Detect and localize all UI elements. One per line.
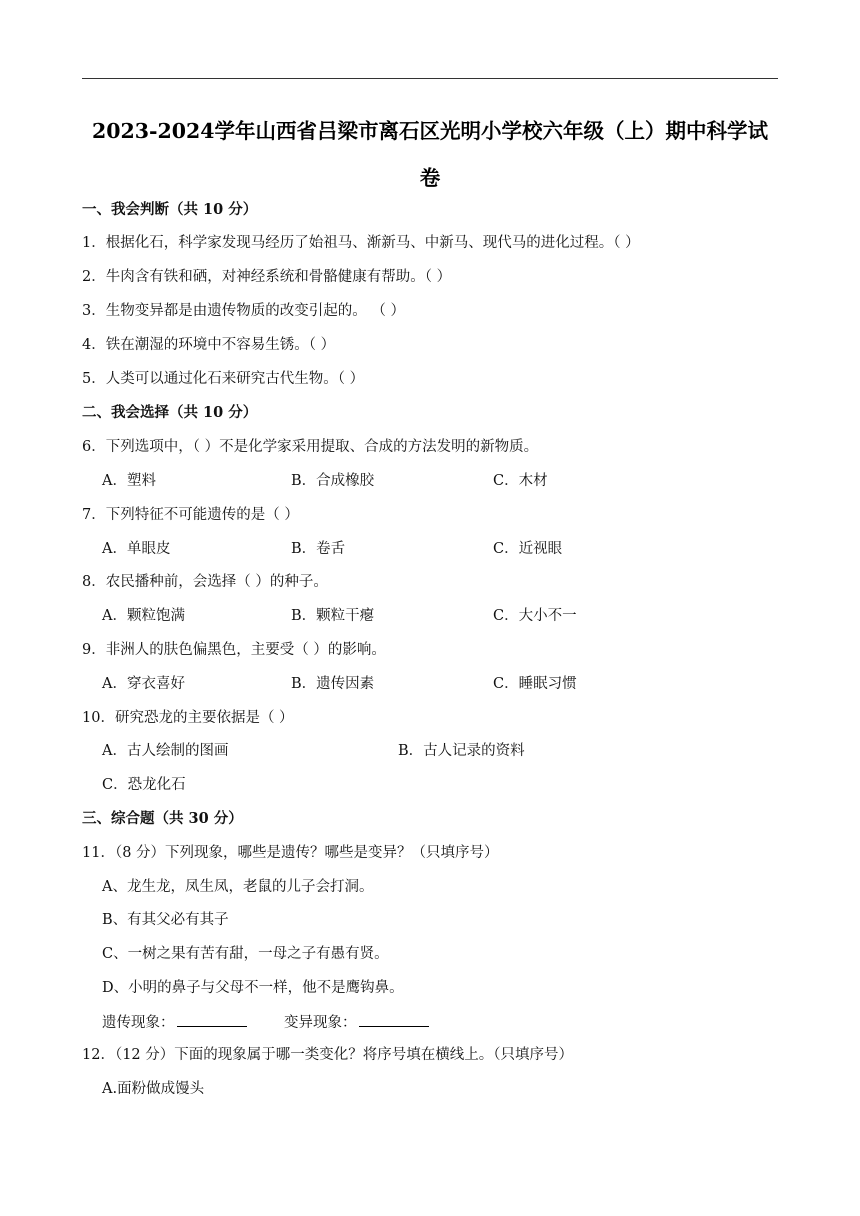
- question-6-option-a: A．塑料: [102, 473, 156, 489]
- question-8-stem: 8．农民播种前，会选择（ ）的种子。: [82, 574, 328, 590]
- question-10-option-b: B．古人记录的资料: [398, 743, 525, 759]
- question-11-item-a: A、龙生龙，凤生凤，老鼠的儿子会打洞。: [102, 879, 374, 895]
- question-2: 2．牛肉含有铁和硒，对神经系统和骨骼健康有帮助。（ ）: [82, 269, 452, 285]
- question-11-item-d: D、小明的鼻子与父母不一样，他不是鹰钩鼻。: [102, 980, 404, 996]
- question-9-option-c: C．睡眠习惯: [493, 676, 577, 692]
- question-10-option-a: A．古人绘制的图画: [102, 743, 229, 759]
- question-4: 4．铁在潮湿的环境中不容易生锈。（ ）: [82, 337, 336, 353]
- question-3: 3．生物变异都是由遗传物质的改变引起的。 （ ）: [82, 303, 405, 319]
- question-1: 1．根据化石，科学家发现马经历了始祖马、渐新马、中新马、现代马的进化过程。（ ）: [82, 235, 640, 251]
- heredity-label: 遗传现象：: [102, 1015, 175, 1031]
- exam-title: 2023-2024学年山西省吕梁市离石区光明小学校六年级（上）期中科学试卷: [91, 119, 769, 190]
- question-8-option-c: C．大小不一: [493, 608, 577, 624]
- question-7-option-b: B．卷舌: [291, 541, 346, 557]
- question-8-option-a: A．颗粒饱满: [102, 608, 185, 624]
- variation-label: 变异现象：: [284, 1015, 357, 1031]
- question-11-item-b: B、有其父必有其子: [102, 912, 229, 928]
- heredity-answer: [102, 1012, 247, 1033]
- variation-answer: [284, 1012, 429, 1033]
- question-11-stem: 11．（8 分）下列现象，哪些是遗传？哪些是变异？（只填序号）: [82, 845, 499, 861]
- heredity-blank[interactable]: [177, 1012, 247, 1027]
- question-12-item-a: A.面粉做成馒头: [102, 1081, 205, 1097]
- question-6-stem: 6．下列选项中，（ ）不是化学家采用提取、合成的方法发明的新物质。: [82, 439, 539, 455]
- question-9-stem: 9．非洲人的肤色偏黑色，主要受（ ）的影响。: [82, 642, 386, 658]
- section-choice-heading: 二、我会选择（共 10 分）: [82, 404, 258, 421]
- question-6-option-c: C．木材: [493, 473, 548, 489]
- variation-blank[interactable]: [359, 1012, 429, 1027]
- question-5: 5．人类可以通过化石来研究古代生物。（ ）: [82, 371, 365, 387]
- question-9-option-b: B．遗传因素: [291, 676, 375, 692]
- question-10-stem: 10．研究恐龙的主要依据是（ ）: [82, 710, 294, 726]
- question-6-option-b: B．合成橡胶: [291, 473, 375, 489]
- question-12-stem: 12．（12 分）下面的现象属于哪一类变化？将序号填在横线上。（只填序号）: [82, 1047, 574, 1063]
- question-11-item-c: C、一树之果有苦有甜，一母之子有愚有贤。: [102, 946, 389, 962]
- section-comprehensive-heading: 三、综合题（共 30 分）: [82, 810, 243, 827]
- question-7-option-a: A．单眼皮: [102, 541, 171, 557]
- section-judgement-heading: 一、我会判断（共 10 分）: [82, 201, 258, 218]
- question-10-option-c: C．恐龙化石: [102, 777, 186, 793]
- question-9-option-a: A．穿衣喜好: [102, 676, 185, 692]
- header-rule: [82, 78, 778, 79]
- question-7-stem: 7．下列特征不可能遗传的是（ ）: [82, 507, 299, 523]
- question-7-option-c: C．近视眼: [493, 541, 563, 557]
- question-8-option-b: B．颗粒干瘪: [291, 608, 375, 624]
